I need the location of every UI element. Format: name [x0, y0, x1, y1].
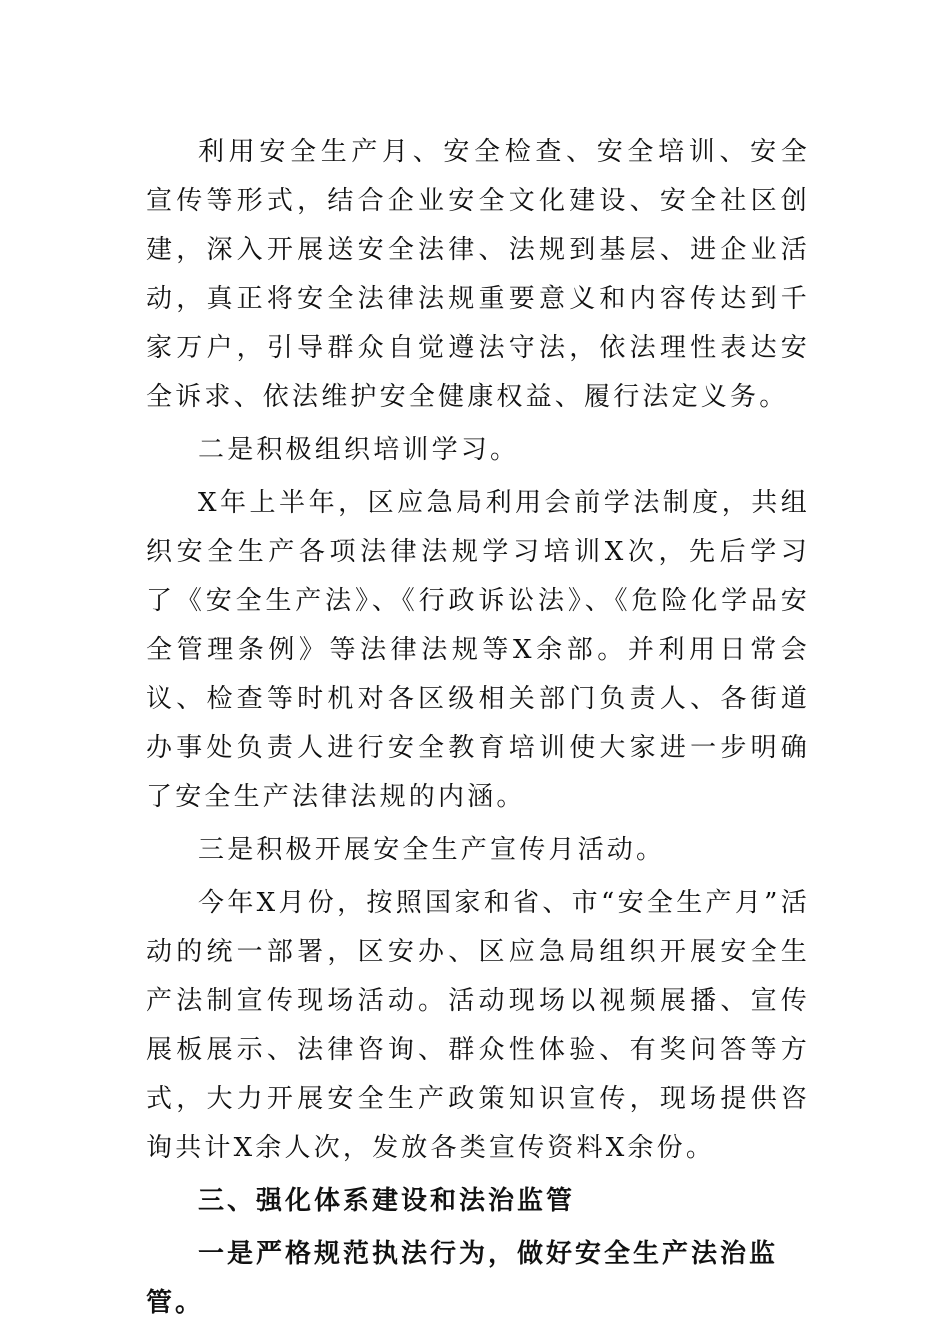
paragraph-training-heading: 二是积极组织培训学习。 [198, 435, 520, 465]
document-body [146, 128, 810, 1328]
section-heading: 三、强化体系建设和法治监管 [198, 1186, 576, 1216]
sub-heading: 一是严格规范执法行为，做好安全生产法治监管。 [146, 1239, 779, 1318]
paragraph-safety-publicity: 利用安全生产月、安全检查、安全培训、安全宣传等形式，结合企业安全文化建设、安全社区创建，深入开展送安全法律、法规到基层、进企业活动，真正将安全法律法规重要意义和内容传达到千家万户，引导群众自觉遵法守法，依法理性表达安全诉求、依法维护安全健康权益、履行法定义务。 [146, 137, 810, 412]
paragraph-month-detail: 今年X月份，按照国家和省、市“安全生产月”活动的统一部署，区安办、区应急局组织开展安全生产法制宣传现场活动。活动现场以视频展播、宣传展板展示、法律咨询、群众性体验、有奖问答等方式，大力开展安全生产政策知识宣传，现场提供咨询共计X余人次，发放各类宣传资料X余份。 [146, 888, 810, 1163]
paragraph-month-heading: 三是积极开展安全生产宣传月活动。 [198, 835, 666, 865]
paragraph-training-detail: X年上半年，区应急局利用会前学法制度，共组织安全生产各项法律法规学习培训X次，先后学习了《安全生产法》、《行政诉讼法》、《危险化学品安全管理条例》等法律法规等X余部。并利用日常会议、检查等时机对各区级相关部门负责人、各街道办事处负责人进行安全教育培训使大家进一步明确了安全生产法律法规的内涵。 [146, 488, 810, 812]
